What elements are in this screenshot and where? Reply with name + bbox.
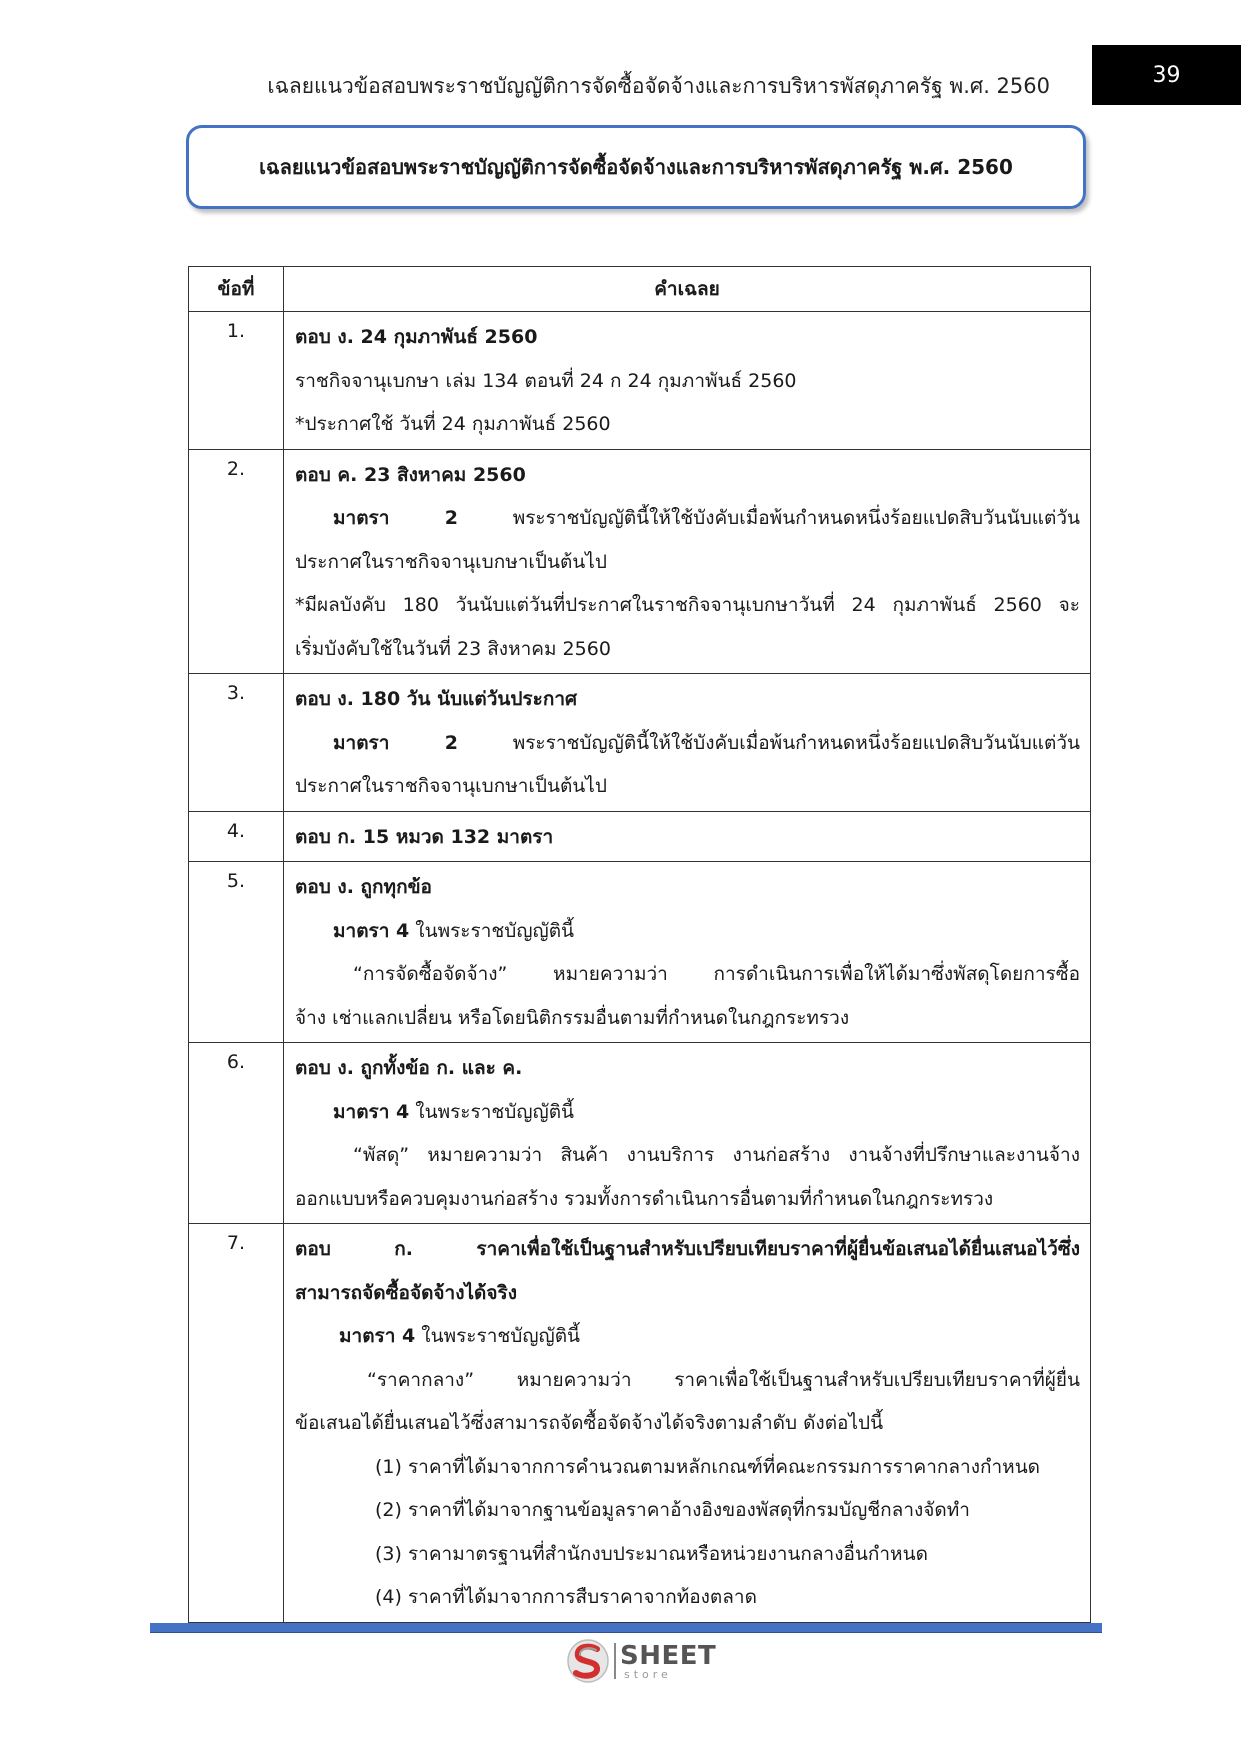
- answer-cell: [284, 1043, 1091, 1224]
- answer-cell: [284, 1224, 1091, 1623]
- sheet-store-logo-icon: [566, 1638, 610, 1684]
- page-number: 39: [1092, 45, 1241, 105]
- section-label: มาตรา 4: [333, 1100, 410, 1123]
- answer-choice: ตอบ ก. 15 หมวด 132 มาตรา: [295, 825, 554, 848]
- table-row: [189, 862, 1091, 1043]
- logo-text: [620, 1640, 717, 1681]
- answer-choice: ตอบ ง. ถูกทั้งข้อ ก. และ ค.: [295, 1057, 523, 1079]
- answer-line: เริ่มบังคับใช้ในวันที่ 23 สิงหาคม 2560: [295, 637, 611, 660]
- logo-word: SHEET: [620, 1640, 717, 1671]
- footer-rule: [150, 1623, 1102, 1633]
- answer-choice-continued: สามารถจัดซื้อจัดจ้างได้จริง: [295, 1281, 518, 1304]
- table-row: [189, 312, 1091, 450]
- answer-cell: [284, 449, 1091, 674]
- answer-choice: ตอบ ค. 23 สิงหาคม 2560: [295, 463, 526, 486]
- table-row: [189, 449, 1091, 674]
- section-label: มาตรา 2: [333, 507, 458, 529]
- answer-cell: [284, 811, 1091, 862]
- answer-cell: [284, 674, 1091, 812]
- answer-choice: ตอบ ง. 180 วัน นับแต่วันประกาศ: [295, 688, 578, 710]
- header-item-number: ข้อที่: [189, 267, 284, 312]
- table-row: [189, 1224, 1091, 1623]
- answer-key-table: [188, 266, 1091, 1623]
- answer-line: *ประกาศใช้ วันที่ 24 กุมภาพันธ์ 2560: [295, 413, 611, 435]
- section-text: ในพระราชบัญญัตินี้: [415, 1100, 575, 1123]
- section-label: มาตรา 4: [333, 919, 410, 942]
- item-number: 3.: [189, 674, 284, 812]
- section-label: มาตรา 2: [333, 731, 458, 754]
- answer-line: “ราคากลาง” หมายความว่า ราคาเพื่อใช้เป็นฐานสำหรับเปรียบเทียบราคาที่ผู้ยื่น: [367, 1368, 1080, 1391]
- table-row: [189, 1043, 1091, 1224]
- item-number: 5.: [189, 862, 284, 1043]
- answer-line: “การจัดซื้อจัดจ้าง” หมายความว่า การดำเนินการเพื่อให้ได้มาซึ่งพัสดุโดยการซื้อ: [353, 963, 1080, 985]
- list-item: (4) ราคาที่ได้มาจากการสืบราคาจากท้องตลาด: [375, 1586, 757, 1608]
- section-text: พระราชบัญญัตินี้ให้ใช้บังคับเมื่อพ้นกำหนดหนึ่งร้อยแปดสิบวันนับแต่วัน: [512, 731, 1080, 754]
- header-answer: คำเฉลย: [284, 267, 1091, 312]
- section-text: พระราชบัญญัตินี้ให้ใช้บังคับเมื่อพ้นกำหนดหนึ่งร้อยแปดสิบวันนับแต่วัน: [512, 507, 1080, 529]
- section-text: ในพระราชบัญญัตินี้: [421, 1325, 581, 1347]
- item-number: 1.: [189, 312, 284, 450]
- table-header-row: [189, 267, 1091, 312]
- answer-line: *มีผลบังคับ 180 วันนับแต่วันที่ประกาศในราชกิจจานุเบกษาวันที่ 24 กุมภาพันธ์ 2560 จะ: [295, 594, 1080, 616]
- answer-line: “พัสดุ” หมายความว่า สินค้า งานบริการ งานก่อสร้าง งานจ้างที่ปรึกษาและงานจ้าง: [353, 1144, 1080, 1166]
- item-number: 7.: [189, 1224, 284, 1623]
- answer-line: [295, 910, 1080, 954]
- running-header-title: เฉลยแนวข้อสอบพระราชบัญญัติการจัดซื้อจัดจ้างและการบริหารพัสดุภาครัฐ พ.ศ. 2560: [267, 74, 1050, 98]
- item-number: 6.: [189, 1043, 284, 1224]
- list-item: (1) ราคาที่ได้มาจากการคำนวณตามหลักเกณฑ์ที่คณะกรรมการราคากลางกำหนด: [375, 1455, 1041, 1478]
- table-row: [189, 674, 1091, 812]
- answer-line: จ้าง เช่าแลกเปลี่ยน หรือโดยนิติกรรมอื่นตามที่กำหนดในกฎกระทรวง: [295, 1006, 850, 1029]
- document-title-box: [186, 125, 1086, 209]
- answer-line: ออกแบบหรือควบคุมงานก่อสร้าง รวมทั้งการดำเนินการอื่นตามที่กำหนดในกฎกระทรวง: [295, 1187, 994, 1210]
- logo-divider: [614, 1643, 616, 1679]
- sheet-store-logo: [566, 1638, 716, 1684]
- answer-line: [295, 1091, 1080, 1135]
- answer-choice: ตอบ ง. 24 กุมภาพันธ์ 2560: [295, 326, 538, 348]
- answer-line: [295, 1315, 1080, 1359]
- list-item: (3) ราคามาตรฐานที่สำนักงบประมาณหรือหน่วยงานกลางอื่นกำหนด: [375, 1542, 928, 1565]
- answer-line: ข้อเสนอได้ยื่นเสนอไว้ซึ่งสามารถจัดซื้อจัดจ้างได้จริงตามลำดับ ดังต่อไปนี้: [295, 1412, 884, 1434]
- answer-line: ประกาศในราชกิจจานุเบกษาเป็นต้นไป: [295, 550, 607, 573]
- logo-subword: store: [624, 1667, 672, 1681]
- answer-line: [295, 722, 1080, 766]
- section-text: ในพระราชบัญญัตินี้: [415, 919, 575, 942]
- answer-choice: ตอบ ก. ราคาเพื่อใช้เป็นฐานสำหรับเปรียบเทียบราคาที่ผู้ยื่นข้อเสนอได้ยื่นเสนอไว้ซึ่ง: [295, 1238, 1080, 1260]
- answer-cell: [284, 312, 1091, 450]
- item-number: 2.: [189, 449, 284, 674]
- answer-cell: [284, 862, 1091, 1043]
- list-item: (2) ราคาที่ได้มาจากฐานข้อมูลราคาอ้างอิงของพัสดุที่กรมบัญชีกลางจัดทำ: [375, 1499, 970, 1521]
- answer-line: ประกาศในราชกิจจานุเบกษาเป็นต้นไป: [295, 775, 607, 797]
- item-number: 4.: [189, 811, 284, 862]
- answer-line: ราชกิจจานุเบกษา เล่ม 134 ตอนที่ 24 ก 24 กุมภาพันธ์ 2560: [295, 369, 797, 392]
- answer-choice: ตอบ ง. ถูกทุกข้อ: [295, 876, 432, 898]
- table-row: [189, 811, 1091, 862]
- document-title: เฉลยแนวข้อสอบพระราชบัญญัติการจัดซื้อจัดจ้างและการบริหารพัสดุภาครัฐ พ.ศ. 2560: [259, 155, 1013, 179]
- section-label: มาตรา 4: [339, 1325, 416, 1347]
- answer-line: [295, 497, 1080, 541]
